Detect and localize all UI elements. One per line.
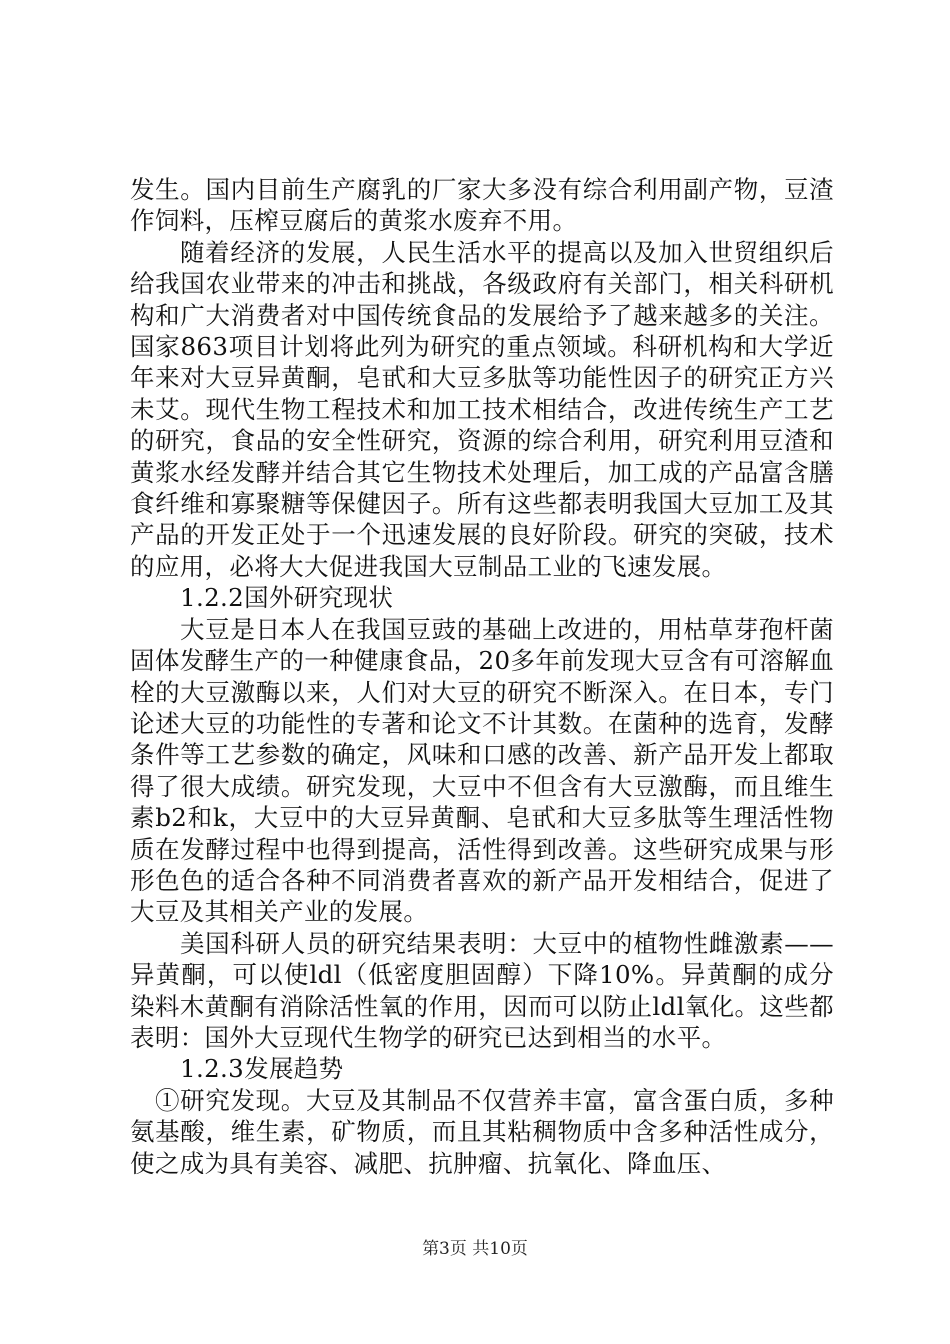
section-heading-1-2-2: 1.2.2国外研究现状 [180,583,394,613]
page-number-footer: 第3页 共10页 [422,1239,528,1259]
section-heading-1-2-3: 1.2.3发展趋势 [180,1054,344,1084]
paragraph-japan-research: 大豆是日本人在我国豆豉的基础上改进的，用枯草芽孢杆菌固体发酵生产的一种健康食品，20多年前发现大豆含有可溶解血栓的大豆激酶以来，人们对大豆的研究不断深入。在日本，专门论述大豆的功能性的专著和论文不计其数。在菌种的选育，发酵条件等工艺参数的确定，风味和口感的改善、新产品开发上都取得了很大成绩。研究发现，大豆中不但含有大豆激酶，而且维生素b2和k，大豆中的大豆异黄酮、皂甙和大豆多肽等生理活性物质在发酵过程中也得到提高，活性得到改善。这些研究成果与形形色色的适合各种不同消费者喜欢的新产品开发相结合，促进了大豆及其相关产业的发展。 [130,614,834,927]
body-text [130,174,834,1179]
paragraph-us-research: 美国科研人员的研究结果表明：大豆中的植物性雌激素——异黄酮，可以使ldl（低密度胆固醇）下降10%。异黄酮的成分染料木黄酮有消除活性氧的作用，因而可以防止ldl氧化。这些都表明：国外大豆现代生物学的研究已达到相当的水平。 [130,928,834,1052]
paragraph-trend-item-1: ①研究发现。大豆及其制品不仅营养丰富，富含蛋白质，多种氨基酸，维生素，矿物质，而且其粘稠物质中含多种活性成分，使之成为具有美容、减肥、抗肿瘤、抗氧化、降血压、 [130,1085,834,1178]
paragraph-continuation: 发生。国内目前生产腐乳的厂家大多没有综合利用副产物，豆渣作饲料，压榨豆腐后的黄浆水废弃不用。 [130,175,834,236]
paragraph-domestic-development: 随着经济的发展，人民生活水平的提高以及加入世贸组织后给我国农业带来的冲击和挑战，各级政府有关部门，相关科研机构和广大消费者对中国传统食品的发展给予了越来越多的关注。国家863项目计划将此列为研究的重点领域。科研机构和大学近年来对大豆异黄酮，皂甙和大豆多肽等功能性因子的研究正方兴未艾。现代生物工程技术和加工技术相结合，改进传统生产工艺的研究，食品的安全性研究，资源的综合利用，研究利用豆渣和黄浆水经发酵并结合其它生物技术处理后，加工成的产品富含膳食纤维和寡聚糖等保健因子。所有这些都表明我国大豆加工及其产品的开发正处于一个迅速发展的良好阶段。研究的突破，技术的应用，必将大大促进我国大豆制品工业的飞速发展。 [130,237,834,581]
